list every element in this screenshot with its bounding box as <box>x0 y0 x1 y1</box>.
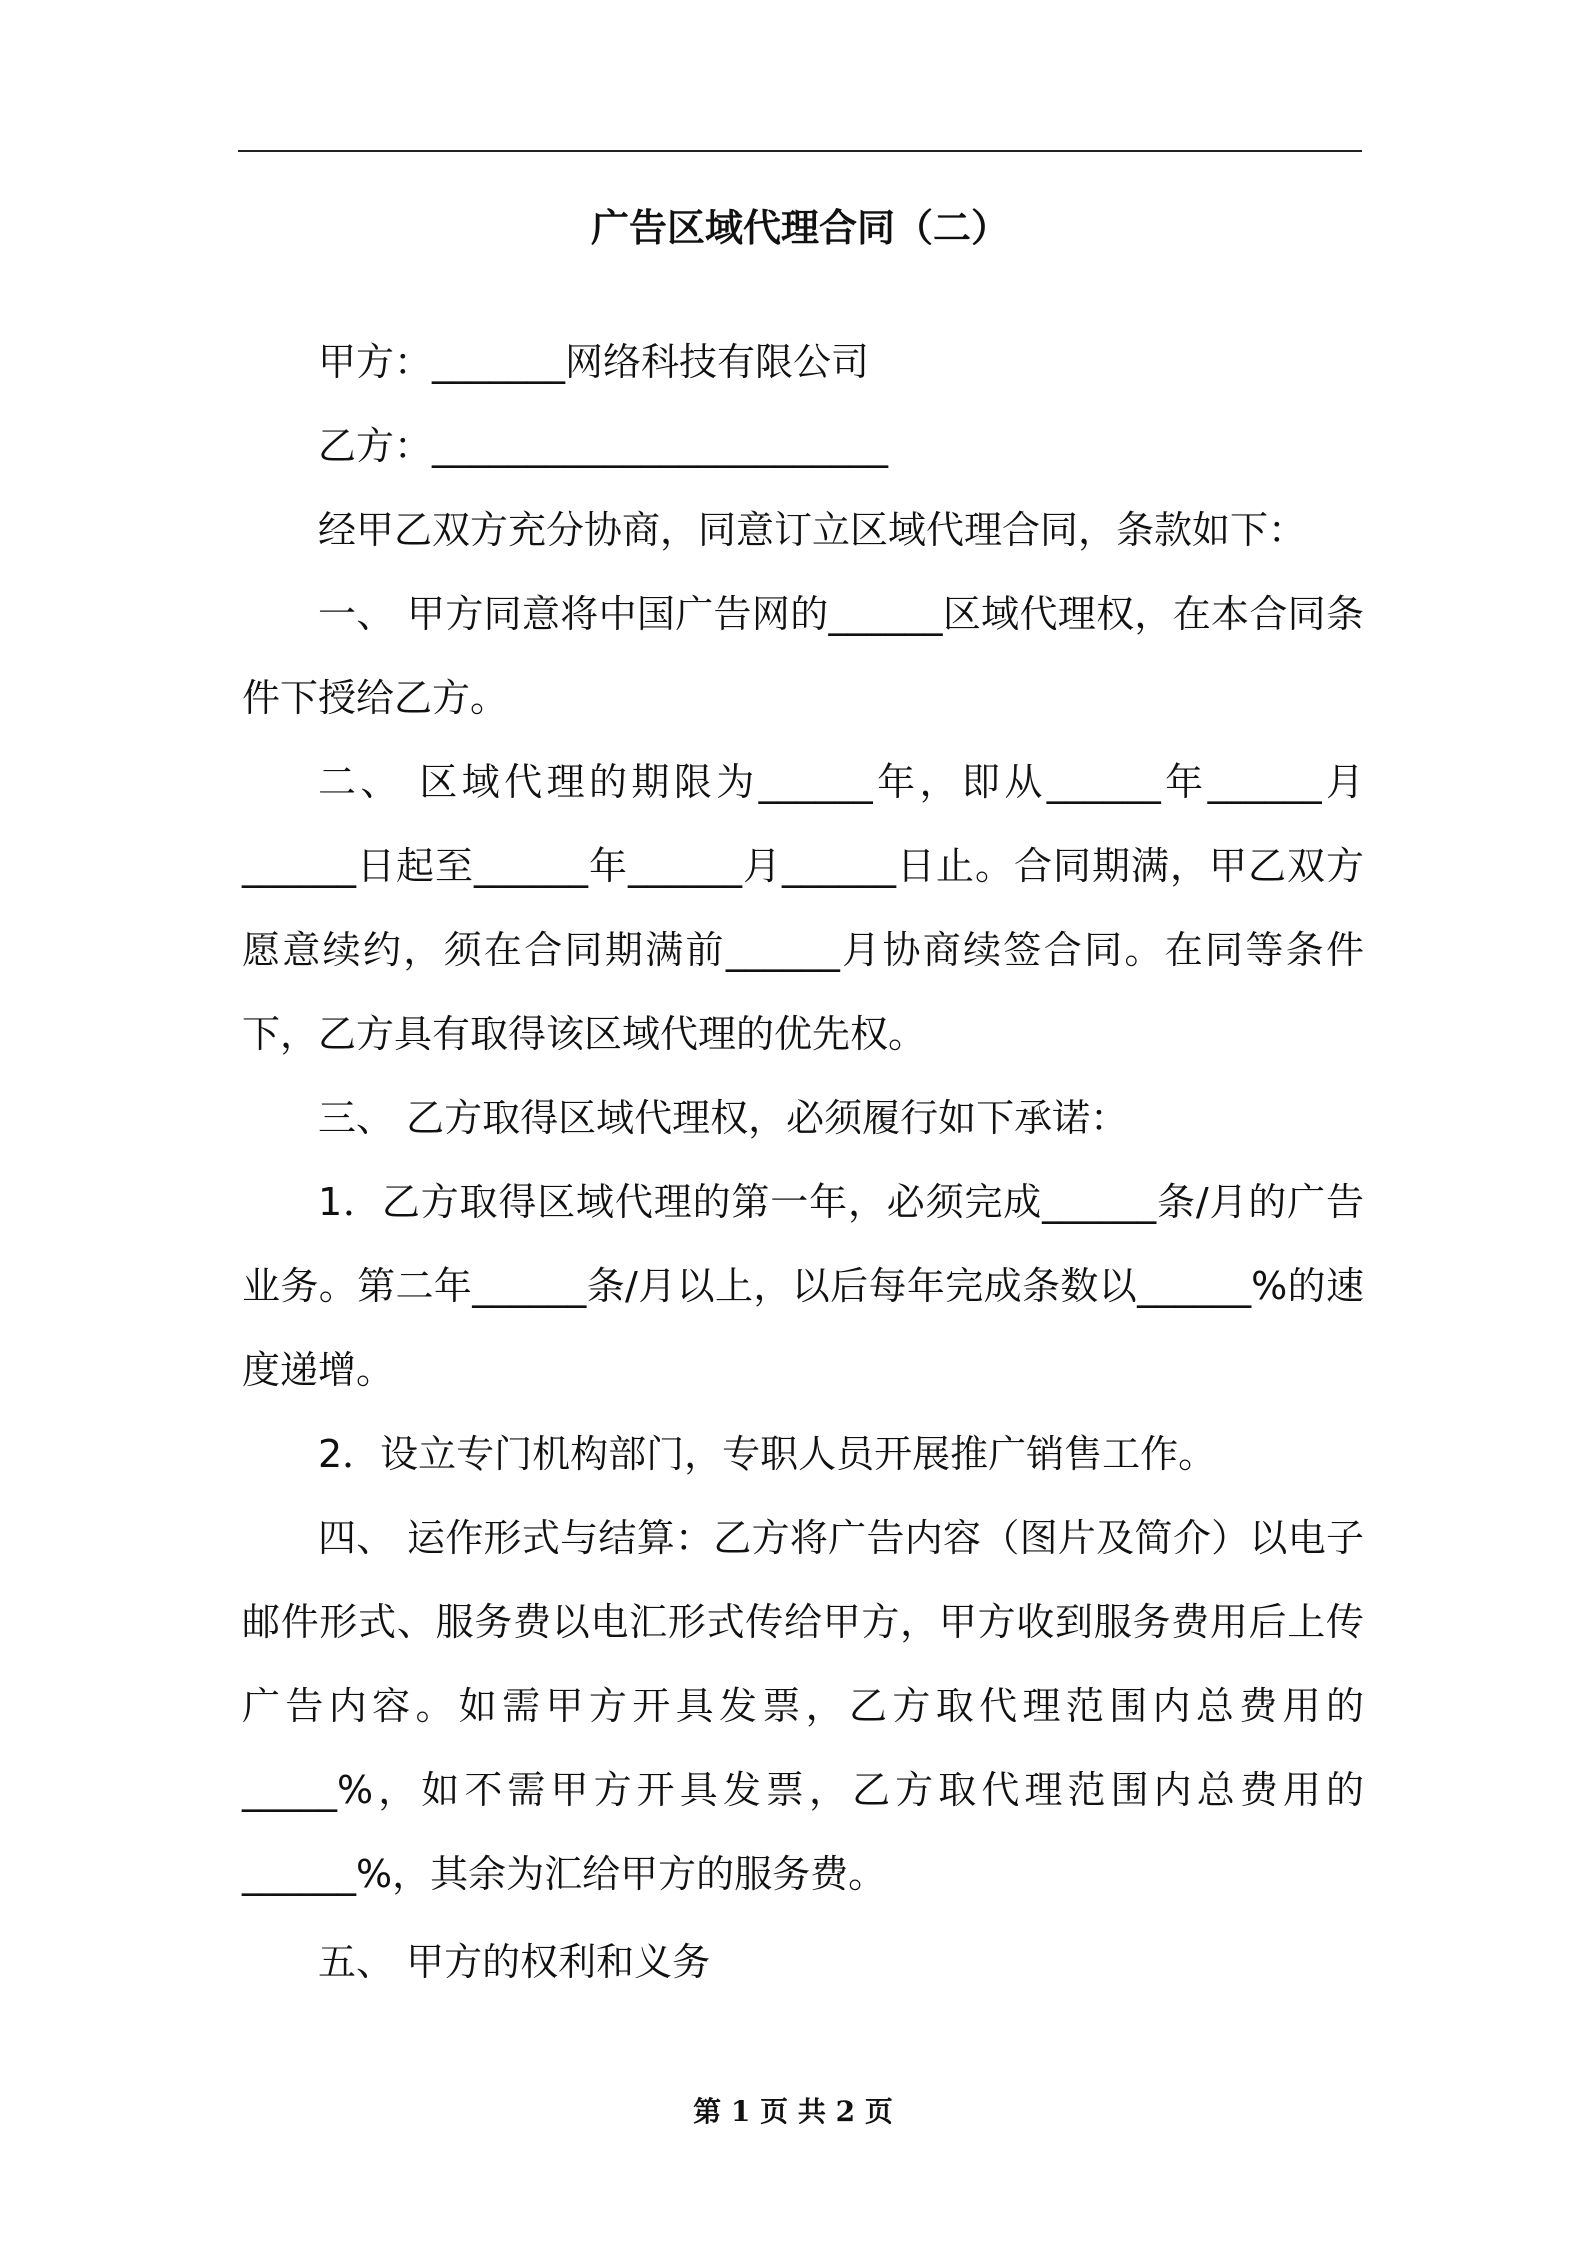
party-a-line: 甲方：_______网络科技有限公司 <box>318 340 870 384</box>
clause-3-heading: 三、 乙方取得区域代理权，必须履行如下承诺： <box>318 1096 1129 1140</box>
party-b-line: 乙方：________________________ <box>318 424 889 468</box>
clause-5-heading: 五、 甲方的权利和义务 <box>318 1940 711 1984</box>
document-body <box>242 320 1364 2004</box>
clause-1-paragraph: 一、 甲方同意将中国广告网的______区域代理权，在本合同条件下授给乙方。 <box>242 592 1364 720</box>
clause-2-paragraph: 二、 区域代理的期限为______年，即从______年______月______日起至______年______月______日止。合同期满，甲乙双方愿意续约，须在合同期满前______月协商续签合同。在同等条件下，乙方具有取得该区域代理的优先权。 <box>242 760 1364 1056</box>
header-divider <box>238 150 1362 152</box>
clause-3-item-2: 2．设立专门机构部门，专职人员开展推广销售工作。 <box>318 1432 1217 1476</box>
clause-3-item-1: 1．乙方取得区域代理的第一年，必须完成______条/月的广告业务。第二年______条/月以上，以后每年完成条数以______%的速度递增。 <box>242 1180 1364 1392</box>
clause-4-paragraph: 四、 运作形式与结算：乙方将广告内容（图片及简介）以电子邮件形式、服务费以电汇形式传给甲方，甲方收到服务费用后上传广告内容。如需甲方开具发票，乙方取代理范围内总费用的_____%，如不需甲方开具发票，乙方取代理范围内总费用的______%，其余为汇给甲方的服务费。 <box>242 1516 1364 1896</box>
preamble-paragraph: 经甲乙双方充分协商，同意订立区域代理合同，条款如下： <box>318 508 1307 552</box>
document-title: 广告区域代理合同（二） <box>590 206 1009 250</box>
page-footer: 第 1 页 共 2 页 <box>693 2095 893 2128</box>
